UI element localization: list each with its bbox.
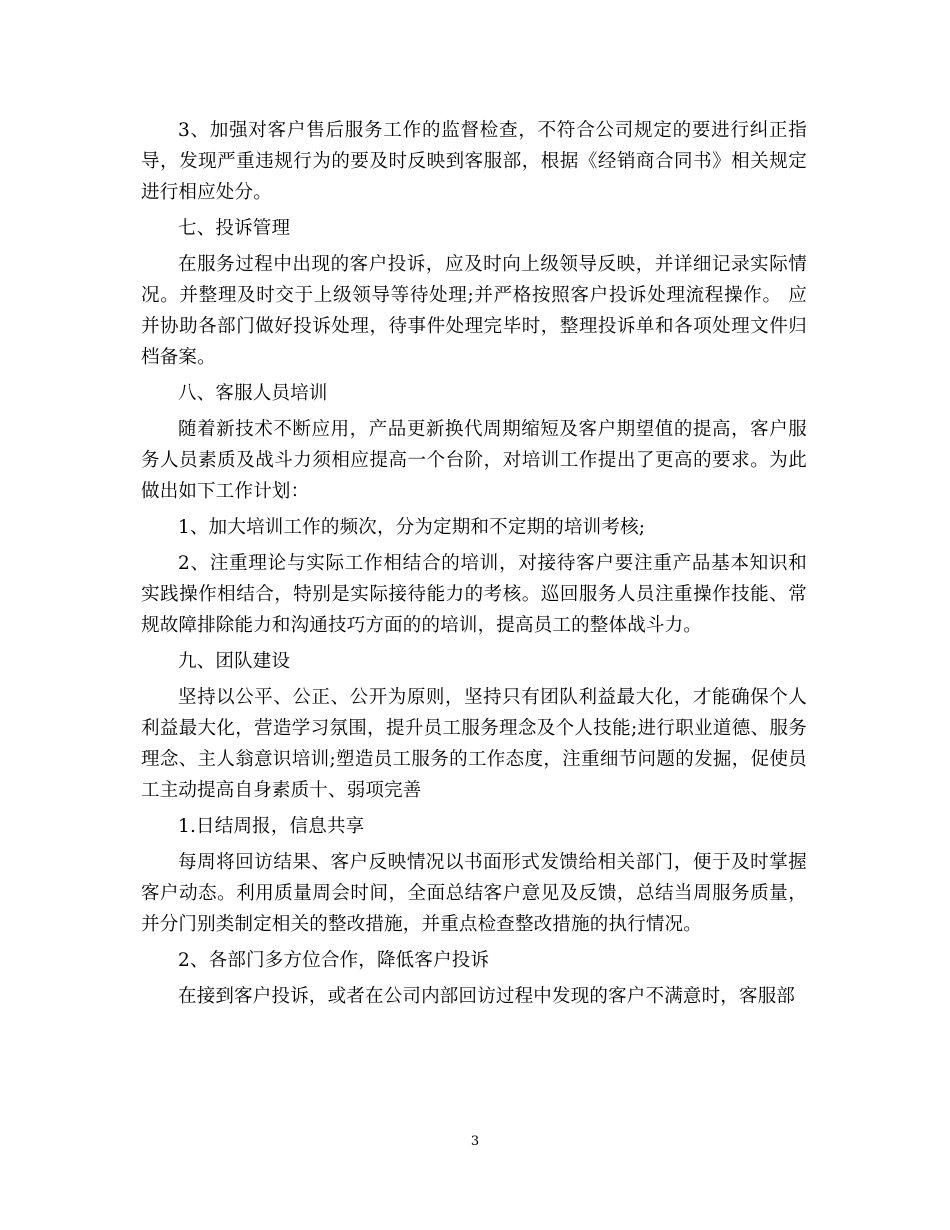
paragraph-complaint-handling: 在服务过程中出现的客户投诉，应及时向上级领导反映，并详细记录实际情况。并整理及时交于上级领导等待处理;并严格按照客户投诉处理流程操作。 应并协助各部门做好投诉处理，待事件处理完毕时，整理投诉单和各项处理文件归档备案。 [141, 254, 807, 368]
paragraph-training-item-1: 1、加大培训工作的频次，分为定期和不定期的培训考核; [178, 517, 646, 538]
document-body [141, 115, 807, 1012]
paragraph-daily-weekly-report: 1.日结周报，信息共享 [178, 816, 365, 837]
paragraph-team-building: 坚持以公平、公正、公开为原则，坚持只有团队利益最大化，才能确保个人利益最大化，营造学习氛围，提升员工服务理念及个人技能;进行职业道德、服务理念、主人翁意识培训;塑造员工服务的工作态度，注重细节问题的发掘，促使员工主动提高自身素质十、弱项完善 [141, 687, 807, 801]
heading-staff-training: 八、客服人员培训 [178, 383, 328, 404]
paragraph-department-cooperation: 2、各部门多方位合作，降低客户投诉 [178, 950, 490, 971]
paragraph-complaint-response: 在接到客户投诉，或者在公司内部回访过程中发现的客户不满意时，客服部 [178, 986, 796, 1007]
heading-team-building: 九、团队建设 [178, 651, 291, 672]
paragraph-training-intro: 随着新技术不断应用，产品更新换代周期缩短及客户期望值的提高，客户服务人员素质及战斗力须相应提高一个台阶，对培训工作提出了更高的要求。为此做出如下工作计划： [141, 419, 807, 502]
paragraph-supervision: 3、加强对客户售后服务工作的监督检查，不符合公司规定的要进行纠正指导，发现严重违规行为的要及时反映到客服部，根据《经销商合同书》相关规定进行相应处分。 [141, 120, 807, 203]
page-number: 3 [470, 1134, 480, 1149]
paragraph-weekly-feedback: 每周将回访结果、客户反映情况以书面形式发馈给相关部门，便于及时掌握客户动态。利用质量周会时间，全面总结客户意见及反馈，总结当周服务质量，并分门别类制定相关的整改措施，并重点检查整改措施的执行情况。 [141, 852, 807, 935]
heading-complaint-management: 七、投诉管理 [178, 218, 291, 239]
paragraph-training-item-2: 2、注重理论与实际工作相结合的培训，对接待客户要注重产品基本知识和实践操作相结合，特别是实际接待能力的考核。巡回服务人员注重操作技能、常规故障排除能力和沟通技巧方面的的培训，提高员工的整体战斗力。 [141, 553, 807, 636]
